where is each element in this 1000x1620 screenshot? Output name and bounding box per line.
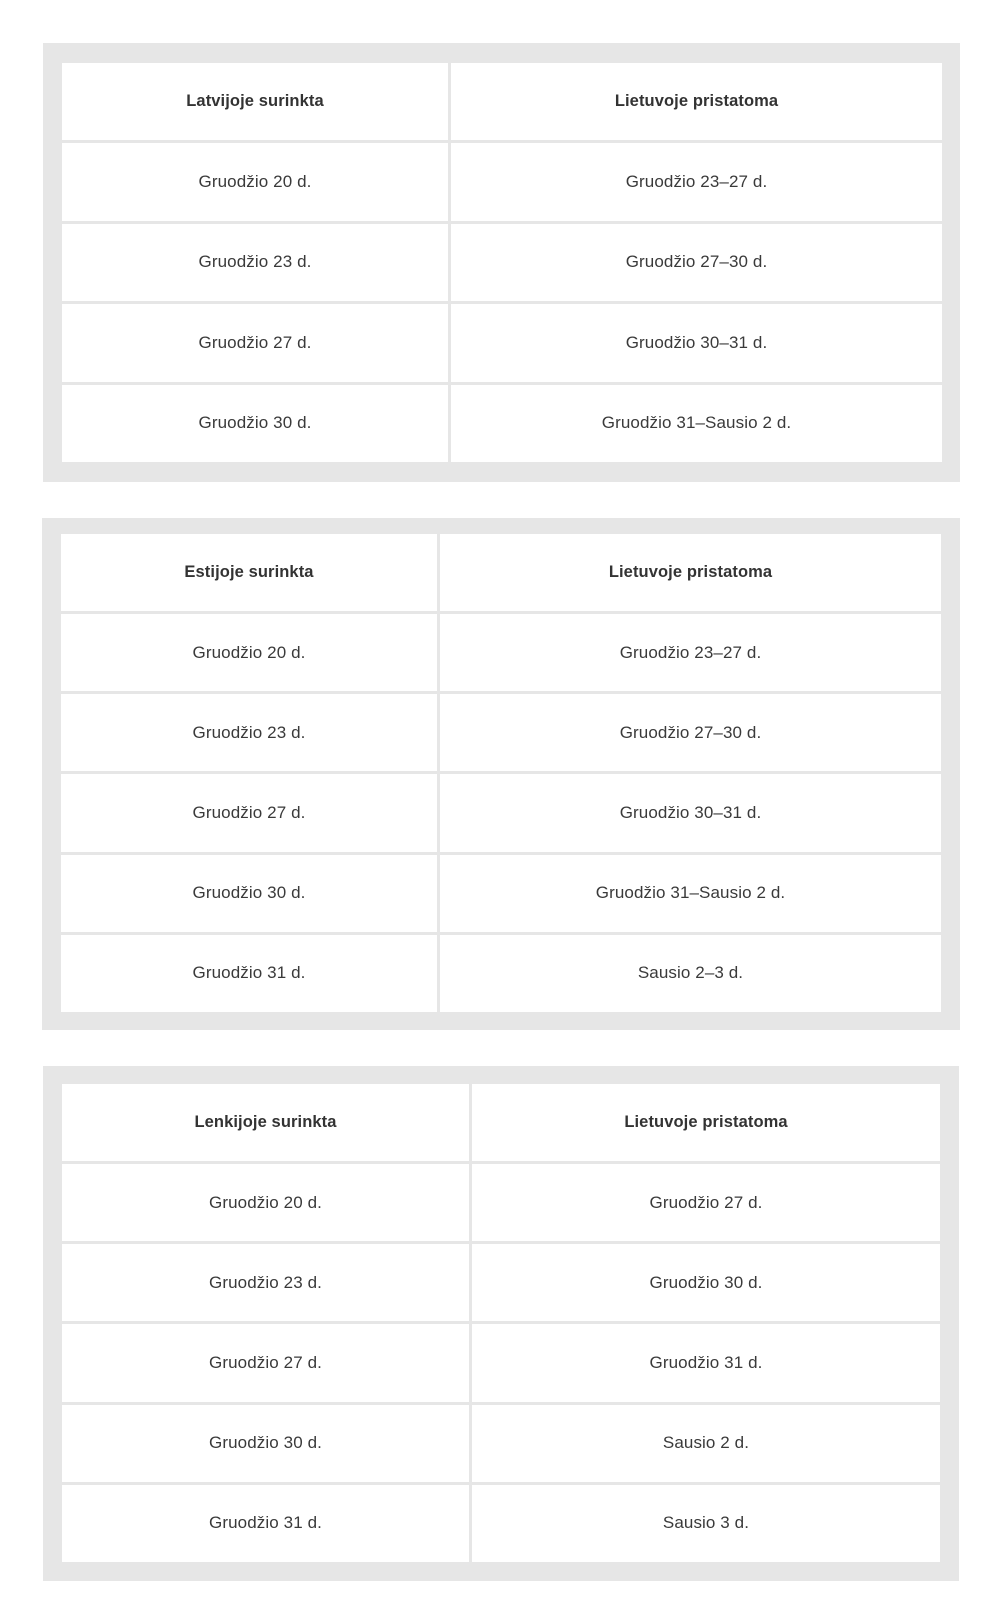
column-header: Estijoje surinkta — [61, 534, 437, 611]
table-cell: Sausio 2–3 d. — [440, 935, 941, 1012]
table-cell: Sausio 2 d. — [472, 1405, 940, 1482]
column-header: Lenkijoje surinkta — [62, 1084, 469, 1161]
table-cell: Gruodžio 27–30 d. — [440, 694, 941, 771]
table-cell: Gruodžio 31–Sausio 2 d. — [440, 855, 941, 932]
table-cell: Gruodžio 31 d. — [61, 935, 437, 1012]
table-cell: Gruodžio 30 d. — [62, 1405, 469, 1482]
table-cell: Gruodžio 27–30 d. — [451, 224, 942, 301]
table-grid — [62, 63, 942, 462]
column-header: Lietuvoje pristatoma — [472, 1084, 940, 1161]
table-cell: Gruodžio 23 d. — [62, 1244, 469, 1321]
table-cell: Gruodžio 23–27 d. — [451, 143, 942, 220]
table-cell: Gruodžio 20 d. — [62, 1164, 469, 1241]
table-cell: Gruodžio 27 d. — [62, 1324, 469, 1401]
table-cell: Gruodžio 31–Sausio 2 d. — [451, 385, 942, 462]
table-cell: Gruodžio 30–31 d. — [440, 774, 941, 851]
table-cell: Sausio 3 d. — [472, 1485, 940, 1562]
table-grid — [62, 1084, 940, 1562]
table-cell: Gruodžio 23 d. — [61, 694, 437, 771]
poland-delivery-table — [43, 1066, 959, 1581]
table-cell: Gruodžio 31 d. — [472, 1324, 940, 1401]
table-cell: Gruodžio 23–27 d. — [440, 614, 941, 691]
latvia-delivery-table — [43, 43, 960, 482]
table-grid — [61, 534, 941, 1012]
table-cell: Gruodžio 23 d. — [62, 224, 448, 301]
table-cell: Gruodžio 20 d. — [62, 143, 448, 220]
table-cell: Gruodžio 20 d. — [61, 614, 437, 691]
table-cell: Gruodžio 30 d. — [62, 385, 448, 462]
table-cell: Gruodžio 30 d. — [472, 1244, 940, 1321]
table-cell: Gruodžio 27 d. — [62, 304, 448, 381]
estonia-delivery-table — [42, 518, 960, 1030]
table-cell: Gruodžio 30–31 d. — [451, 304, 942, 381]
table-cell: Gruodžio 27 d. — [472, 1164, 940, 1241]
column-header: Latvijoje surinkta — [62, 63, 448, 140]
table-cell: Gruodžio 31 d. — [62, 1485, 469, 1562]
column-header: Lietuvoje pristatoma — [440, 534, 941, 611]
table-cell: Gruodžio 30 d. — [61, 855, 437, 932]
column-header: Lietuvoje pristatoma — [451, 63, 942, 140]
table-cell: Gruodžio 27 d. — [61, 774, 437, 851]
